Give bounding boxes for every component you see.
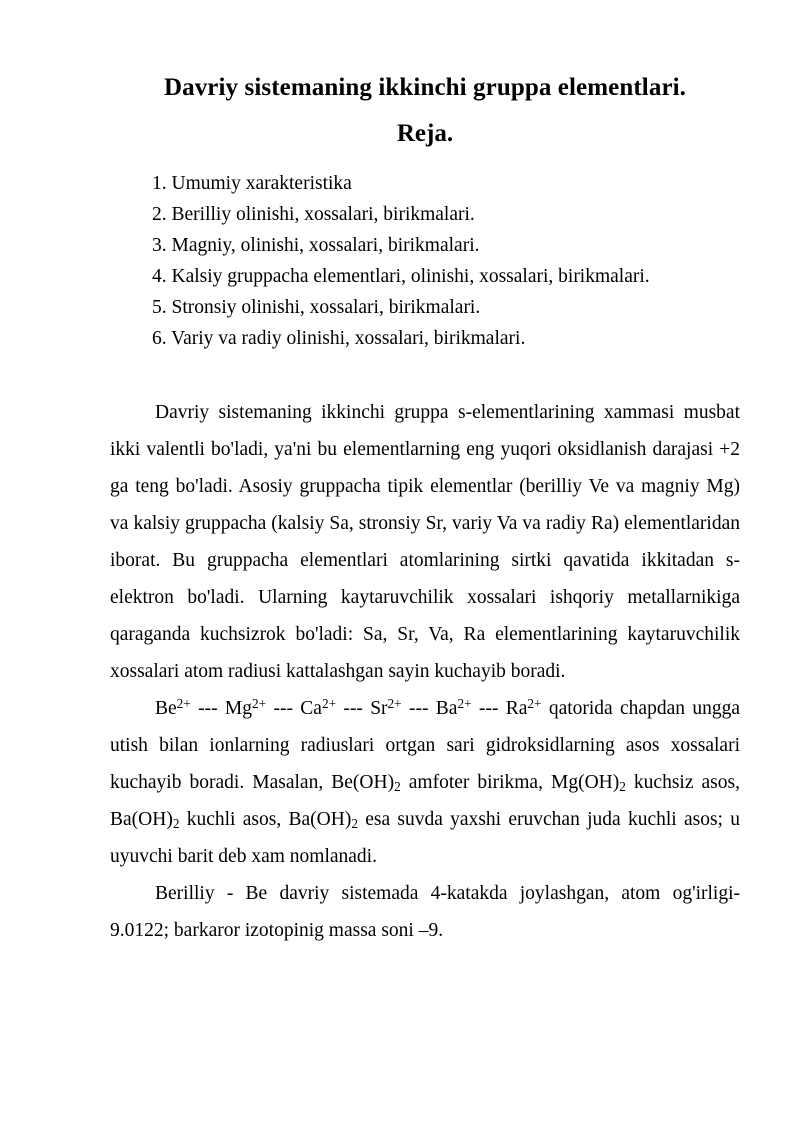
ion-separator: ---: [336, 698, 371, 719]
ion-charge: 2+: [321, 695, 337, 711]
ion-ca: $Ca^{2+}$: [300, 695, 337, 719]
text-kuchli-asos: kuchli asos,: [179, 809, 289, 830]
page-subtitle: Reja.: [396, 120, 454, 147]
ion-charge: 2+: [457, 695, 472, 711]
formula-subscript: 2: [172, 816, 180, 832]
ion-series: [155, 695, 542, 719]
text-amfoter: amfoter birikma,: [400, 772, 551, 793]
ion-be: $Be^{2+}$: [155, 695, 191, 719]
ion-ba: $Ba^{2+}$: [435, 695, 472, 719]
paragraph-general-characteristics: Davriy sistemaning ikkinchi gruppa s-elementlarining xammasi musbat ikki valentli bo'ladi, ya'ni bu elementlarning eng yuqori oksidlanish darajasi +2 ga teng bo'ladi. Asosiy gruppacha tipik elementlar (berilliy Ve va magniy Mg) va kalsiy gruppacha (kalsiy Sa, stronsiy Sr, variy Va va radiy Ra) elementlaridan iborat. Bu gruppacha elementlari atomlarining sirtki qavatida ikkitadan s-elektron bo'ladi. Ularning kaytaruvchilik xossalari ishqoriy metallarnikiga qaraganda kuchsizrok bo'ladi: Sa, Sr, Va, Ra elementlarining kaytaruvchilik xossalari atom radiusi kattalashgan sayin kuchayib boradi.: [110, 402, 740, 682]
formula-ba-oh-2-first: $Ba(OH)_2$: [110, 809, 180, 832]
list-item: 5. Stronsiy olinishi, xossalari, birikmalari.: [152, 297, 481, 318]
ion-separator: ---: [471, 698, 506, 719]
text-barit: esa suvda yaxshi eruvchan juda kuchli asos; u uyuvchi barit deb xam nomlanadi.: [110, 809, 741, 867]
ion-charge: 2+: [176, 695, 191, 711]
list-item: 2. Berilliy olinishi, xossalari, birikmalari.: [152, 204, 475, 225]
formula-be-oh-2: $Be(OH)_2$: [331, 772, 401, 795]
ion-ra: $Ra^{2+}$: [505, 695, 542, 719]
formula-mg-oh-2: $Mg(OH)_2$: [551, 772, 626, 795]
ion-charge: 2+: [527, 695, 542, 711]
ion-separator: ---: [401, 698, 436, 719]
list-item: 3. Magniy, olinishi, xossalari, birikmalari.: [152, 235, 480, 256]
ion-sr: $Sr^{2+}$: [370, 695, 402, 719]
ion-charge: 2+: [387, 695, 402, 711]
list-item: 6. Variy va radiy olinishi, xossalari, birikmalari.: [152, 328, 526, 349]
list-item: 1. Umumiy xarakteristika: [152, 173, 352, 194]
ion-separator: ---: [266, 698, 301, 719]
ion-charge: 2+: [252, 695, 267, 711]
plan-list: [110, 150, 740, 354]
ion-mg: $Mg^{2+}$: [224, 695, 267, 719]
formula-subscript: 2: [619, 779, 626, 795]
document-content: [110, 0, 740, 949]
formula-ba-oh-2-second: $Ba(OH)_2$: [288, 809, 358, 832]
paragraph-ion-series: [110, 690, 740, 875]
ion-separator: ---: [190, 698, 225, 719]
paragraph-beryllium: Berilliy - Be davriy sistemada 4-katakda joylashgan, atom og'irligi-9.0122; barkaror izotopinig massa soni –9.: [110, 883, 740, 941]
text-kuchsiz-asos: kuchsiz asos,: [625, 772, 740, 793]
list-item: 4. Kalsiy gruppacha elementlari, olinishi, xossalari, birikmalari.: [152, 266, 650, 287]
text-after-ion-series: qatorida chapdan ungga utish bilan ionlarning radiuslari ortgan sari gidroksidlarning asos xossalari kuchayib boradi. Masalan,: [110, 698, 740, 793]
body-text: [110, 354, 740, 949]
formula-subscript: 2: [351, 816, 358, 832]
formula-subscript: 2: [394, 779, 401, 795]
page-title: Davriy sistemaning ikkinchi gruppa elementlari.: [163, 74, 687, 101]
